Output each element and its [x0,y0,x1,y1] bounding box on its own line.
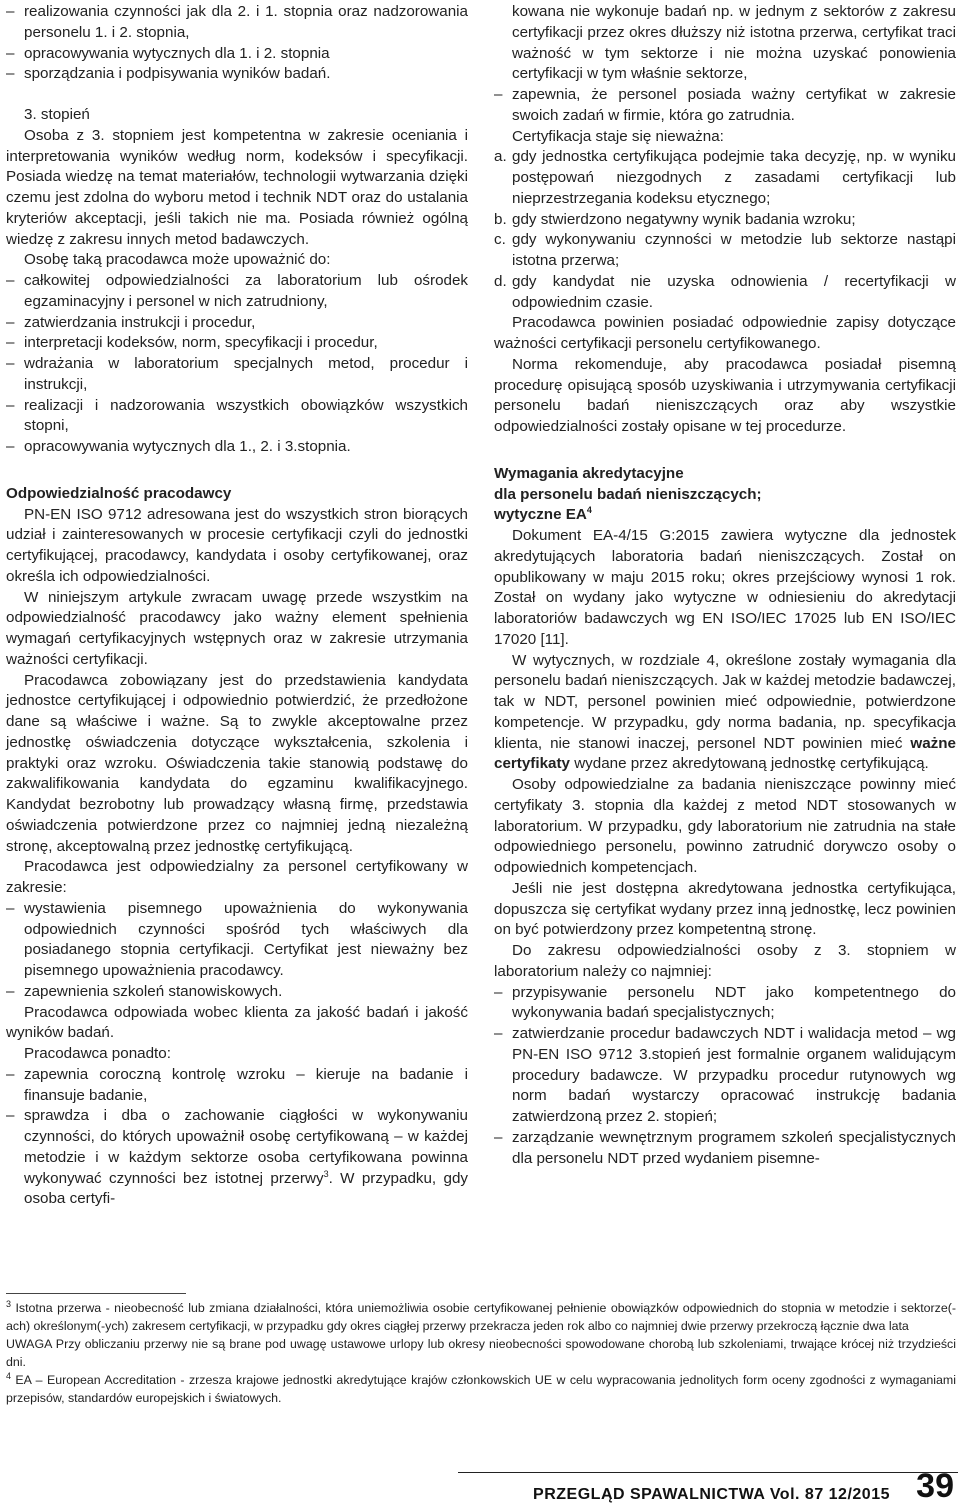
level3-heading: 3. stopień [24,106,90,123]
list-item: – zapewnia, że personel posiada ważny certyfikat w zakresie swoich zadań w firmie, która go zatrudnia. [494,86,956,124]
list-item: – realizowania czynności jak dla 2. i 1. stopnia oraz nadzorowania personelu 1. i 2. stopnia, [6,3,468,41]
dash-marker: – [6,313,15,331]
dash-marker: – [494,86,503,103]
dash-marker: – [6,982,15,1000]
body-paragraph: Jeśli nie jest dostępna akredytowana jednostka certyfikująca, dopuszcza się certyfikat wydany przez inną jednostkę, lecz powinien on być potwierdzony przez kompetentną stronę. [494,879,956,939]
dash-marker: – [6,3,15,20]
body-paragraph: Dokument EA-4/15 G:2015 zawiera wytyczne dla jednostek akredytujących laboratoria badań nieniszczących. Został on opublikowany w maju 2015 roku; okres przejściowy wynosi 1 rok. Został on wydany jako wytyczne w odniesieniu do akredytacji laboratoriów badawczych wg EN ISO/IEC 17025 lub EN ISO/IEC 17020 [11]. [494,527,956,648]
footnote-divider [6,1293,186,1294]
dash-marker: – [494,1128,503,1146]
list-item: – wystawienia pisemnego upoważnienia do wykonywania odpowiednich czynności spośród tych właściwych dla posiadanego stopnia certyfikacji. Certyfikat jest nieważny bez pisemnego upoważnienia pracodawcy. [6,899,468,979]
footer-divider [458,1472,958,1473]
list-item: – całkowitej odpowiedzialności za laboratorium lub ośrodek egzaminacyjny i personel w nich zatrudniony, [6,272,468,310]
list-item: – opracowywania wytycznych dla 1. i 2. stopnia [6,44,468,65]
invalid-intro: Certyfikacja staje się nieważna: [512,127,724,145]
right-column [494,2,956,1169]
dash-marker: – [6,355,15,372]
dash-marker: – [6,1107,15,1125]
list-item: – interpretacji kodeksów, norm, specyfikacji i procedur, [6,333,468,354]
dash-marker: – [6,65,15,83]
footnote-3: $^3$ Istotna przerwa - nieobecność lub zmiana działalności, która uniemożliwia osobie certyfikowanej pełnienie obowiązków odpowiednich do stopnia w metodzie i sektorze(-ach) określonym(-ych) zakresem certyfikacji, w przypadku gdy okres ciągłej przerwy przekracza jeden rok albo co najmniej dwie przerwy przekroczą łącznie dwa lata [6,1298,956,1333]
list-item: c. gdy wykonywaniu czynności w metodzie lub sektorze nastąpi istotna przerwa; [494,231,956,269]
dash-marker: – [494,983,503,1001]
dash-marker: – [6,899,15,917]
employer-paragraph: Pracodawca zobowiązany jest do przedstawienia kandydata jednostce certyfikującej i odpowiednio potwierdzić, że przedłożone dane są właściwe i ważne. Są to zwykle akceptowalne przez jednostkę oświadczenia dotyczące wykształcenia, szkolenia i praktyki oraz wzroku. Oświadczenia takie stanowią podstawę do zakwalifikowania kandydata do egzaminu kwalifikacyjnego. Kandydat bezrobotny lub prowadzący własną firmę, przedstawia oświadczenia potwierdzone przez co najmniej jedną niezależną stronę, akceptowalną przez jednostkę certyfikującą. [6,671,468,855]
body-paragraph: Osoby odpowiedzialne za badania nieniszczące powinny mieć certyfikaty 3. stopnia dla każdej z metod NDT stosowanych w laboratorium. W przypadku, gdy laboratorium nie zatrudnia na stałe odpowiedniego personelu, powinno zatrudnić dorywczo osoby o odpowiednich kompetencjach. [494,776,956,876]
journal-title: PRZEGLĄD SPAWALNICTWA Vol. 87 12/2015 [533,1486,890,1503]
dash-marker: – [6,438,15,455]
employer-paragraph: Pracodawca ponadto: [24,1045,171,1062]
employer-paragraph: Pracodawca jest odpowiedzialny za personel certyfikowany w zakresie: [6,858,468,896]
list-item: – zapewnia coroczną kontrolę wzroku – kieruje na badanie i finansuje badanie, [6,1065,468,1104]
letter-marker: b. [494,210,507,228]
dash-marker: – [6,44,15,62]
footnote-4: $^4$ EA – European Accreditation - zrzesza krajowe jednostki akredytujące krajów członkowskich UE w celu wypracowania jednolitych form oceny zgodności z wymaganiami przepisów, standardów europejskich i światowych. [6,1370,956,1405]
level3-paragraph: Osoba z 3. stopniem jest kompetentna w zakresie oceniania i interpretowania wyników według norm, kodeksów i specyfikacji. Posiada wiedzę na temat materiałów, technologii wytwarzania dzięki czemu jest zdolna do wyboru metod i technik NDT oraz do ustalania kryteriów akceptacji, jeśli takich nie ma. Posiada również ogólną wiedzę z zakresu innych metod badawczych. [6,126,468,248]
employer-paragraph: W niniejszym artykule zwracam uwagę przede wszystkim na odpowiedzialność pracodawcy jako ważny element spełnienia wymagań certyfikacyjnych wstępnych oraz w zakresie utrzymania ważności certyfikacji. [6,588,468,668]
section-heading-employer: Odpowiedzialność pracodawcy [6,484,232,502]
list-item: – przypisywanie personelu NDT jako kompetentnego do wykonywania badań specjalistycznych; [494,983,956,1022]
dash-marker: – [6,396,15,414]
letter-marker: c. [494,231,506,249]
list-item: – zatwierdzania instrukcji i procedur, [6,313,468,334]
continued-paragraph: kowana nie wykonuje badań np. w jednym z sektorów z zakresu certyfikacji przez okres dłuższy niż istotna przerwa, certyfikat traci ważność w tym sektorze i nie można uzyskać ponowienia certyfikacji w tym właśnie sektorze, [512,3,956,83]
list-item: a. gdy jednostka certyfikująca podejmie taka decyzję, np. w wyniku postępowań niezgodnych z zasadami certyfikacji lub nieprzestrzegania kodeksu etycznego; [494,148,956,207]
emphasis: ważne certyfikaty [494,734,956,773]
list-item: – zarządzanie wewnętrznym programem szkoleń specjalistycznych dla personelu NDT przed wydaniem pisemne- [494,1128,956,1167]
body-paragraph: Do zakresu odpowiedzialności osoby z 3. stopniem w laboratorium należy co najmniej: [494,942,956,980]
level3-paragraph: Osobę taką pracodawca może upoważnić do: [24,251,331,269]
page-number: 39 [916,1467,954,1505]
list-item: d. gdy kandydat nie uzyska odnowienia / recertyfikacji w odpowiednim czasie. [494,272,956,311]
list-item: b. gdy stwierdzono negatywny wynik badania wzroku; [494,210,956,231]
list-item: – zapewnienia szkoleń stanowiskowych. [6,982,468,1003]
body-paragraph: W wytycznych, w rozdziale 4, określone zostały wymagania dla personelu badań nieniszczących. Jak w każdej metodzie badawczej, tak w NDT, personel powinien mieć odpowiednie, potwierdzone kompetencje. W przypadku, gdy norma badania, np. specyfikacja klienta, nie stanowi inaczej, personel NDT powinien mieć ważne certyfikaty wydane przez akredytowaną jednostkę certyfikującą. [494,651,956,773]
letter-marker: d. [494,272,507,290]
section-heading-accreditation: Wymagania akredytacyjne dla personelu badań nieniszczących; wytyczne $EA^4$ [494,464,762,524]
employer-paragraph: Pracodawca odpowiada wobec klienta za jakość badań i jakość wyników badań. [6,1003,468,1042]
list-item: – sporządzania i podpisywania wyników badań. [6,64,468,85]
list-item: – realizacji i nadzorowania wszystkich obowiązków wszystkich stopni, [6,396,468,435]
dash-marker: – [6,334,15,352]
list-item: – wdrażania w laboratorium specjalnych metod, procedur i instrukcji, [6,355,468,393]
body-paragraph: Pracodawca powinien posiadać odpowiednie zapisy dotyczące ważności certyfikacji personelu certyfikowanego. [494,314,956,352]
list-item: – opracowywania wytycznych dla 1., 2. i 3.stopnia. [6,437,468,458]
left-column [6,2,468,1210]
body-paragraph: Norma rekomenduje, aby pracodawca posiadał pisemną procedurę opisującą sposób uzyskiwania i utrzymywania certyfikacji personelu badań nieniszczących oraz aby wszystkie odpowiedzialności zostały opisane w tej procedurze. [494,355,956,435]
dash-marker: – [6,272,15,289]
dash-marker: – [6,1065,15,1083]
footnote-3-note: UWAGA Przy obliczaniu przerwy nie są brane pod uwagę ustawowe urlopy lub okresy nieobecności spowodowane chorobą lub szkoleniami, trwające krócej niż trzydzieści dni. [6,1337,956,1369]
footnote-ref-3[interactable]: 3 [323,1168,329,1179]
list-item: – zatwierdzanie procedur badawczych NDT i walidacja metod – wg PN-EN ISO 9712 3.stopień jest formalnie organem walidującym procedury badawcze. W przypadku procedur rutynowych wg norm badań wystarczy opracować instrukcję badania zatwierdzoną przez 2. stopień; [494,1025,956,1125]
list-item: – sprawdza i dba o zachowanie ciągłości w wykonywaniu czynności, do których upoważnił osobę certyfikowaną – w każdej metodzie i w każdym sektorze osoba certyfikowana powinna wykonywać czynności bez istotnej przerwy$^3$. W przypadku, gdy osoba certyfi- [6,1107,468,1208]
letter-marker: a. [494,148,507,166]
footnotes [6,1299,956,1407]
footnote-ref-4[interactable]: 4 [586,505,592,516]
dash-marker: – [494,1025,503,1042]
employer-paragraph: PN-EN ISO 9712 adresowana jest do wszystkich stron biorących udział i zainteresowanych w procesie certyfikacji czyli do jednostki certyfikującej, pracodawcy, kandydata i osoby certyfikowanej, oraz określa ich odpowiedzialności. [6,505,468,585]
